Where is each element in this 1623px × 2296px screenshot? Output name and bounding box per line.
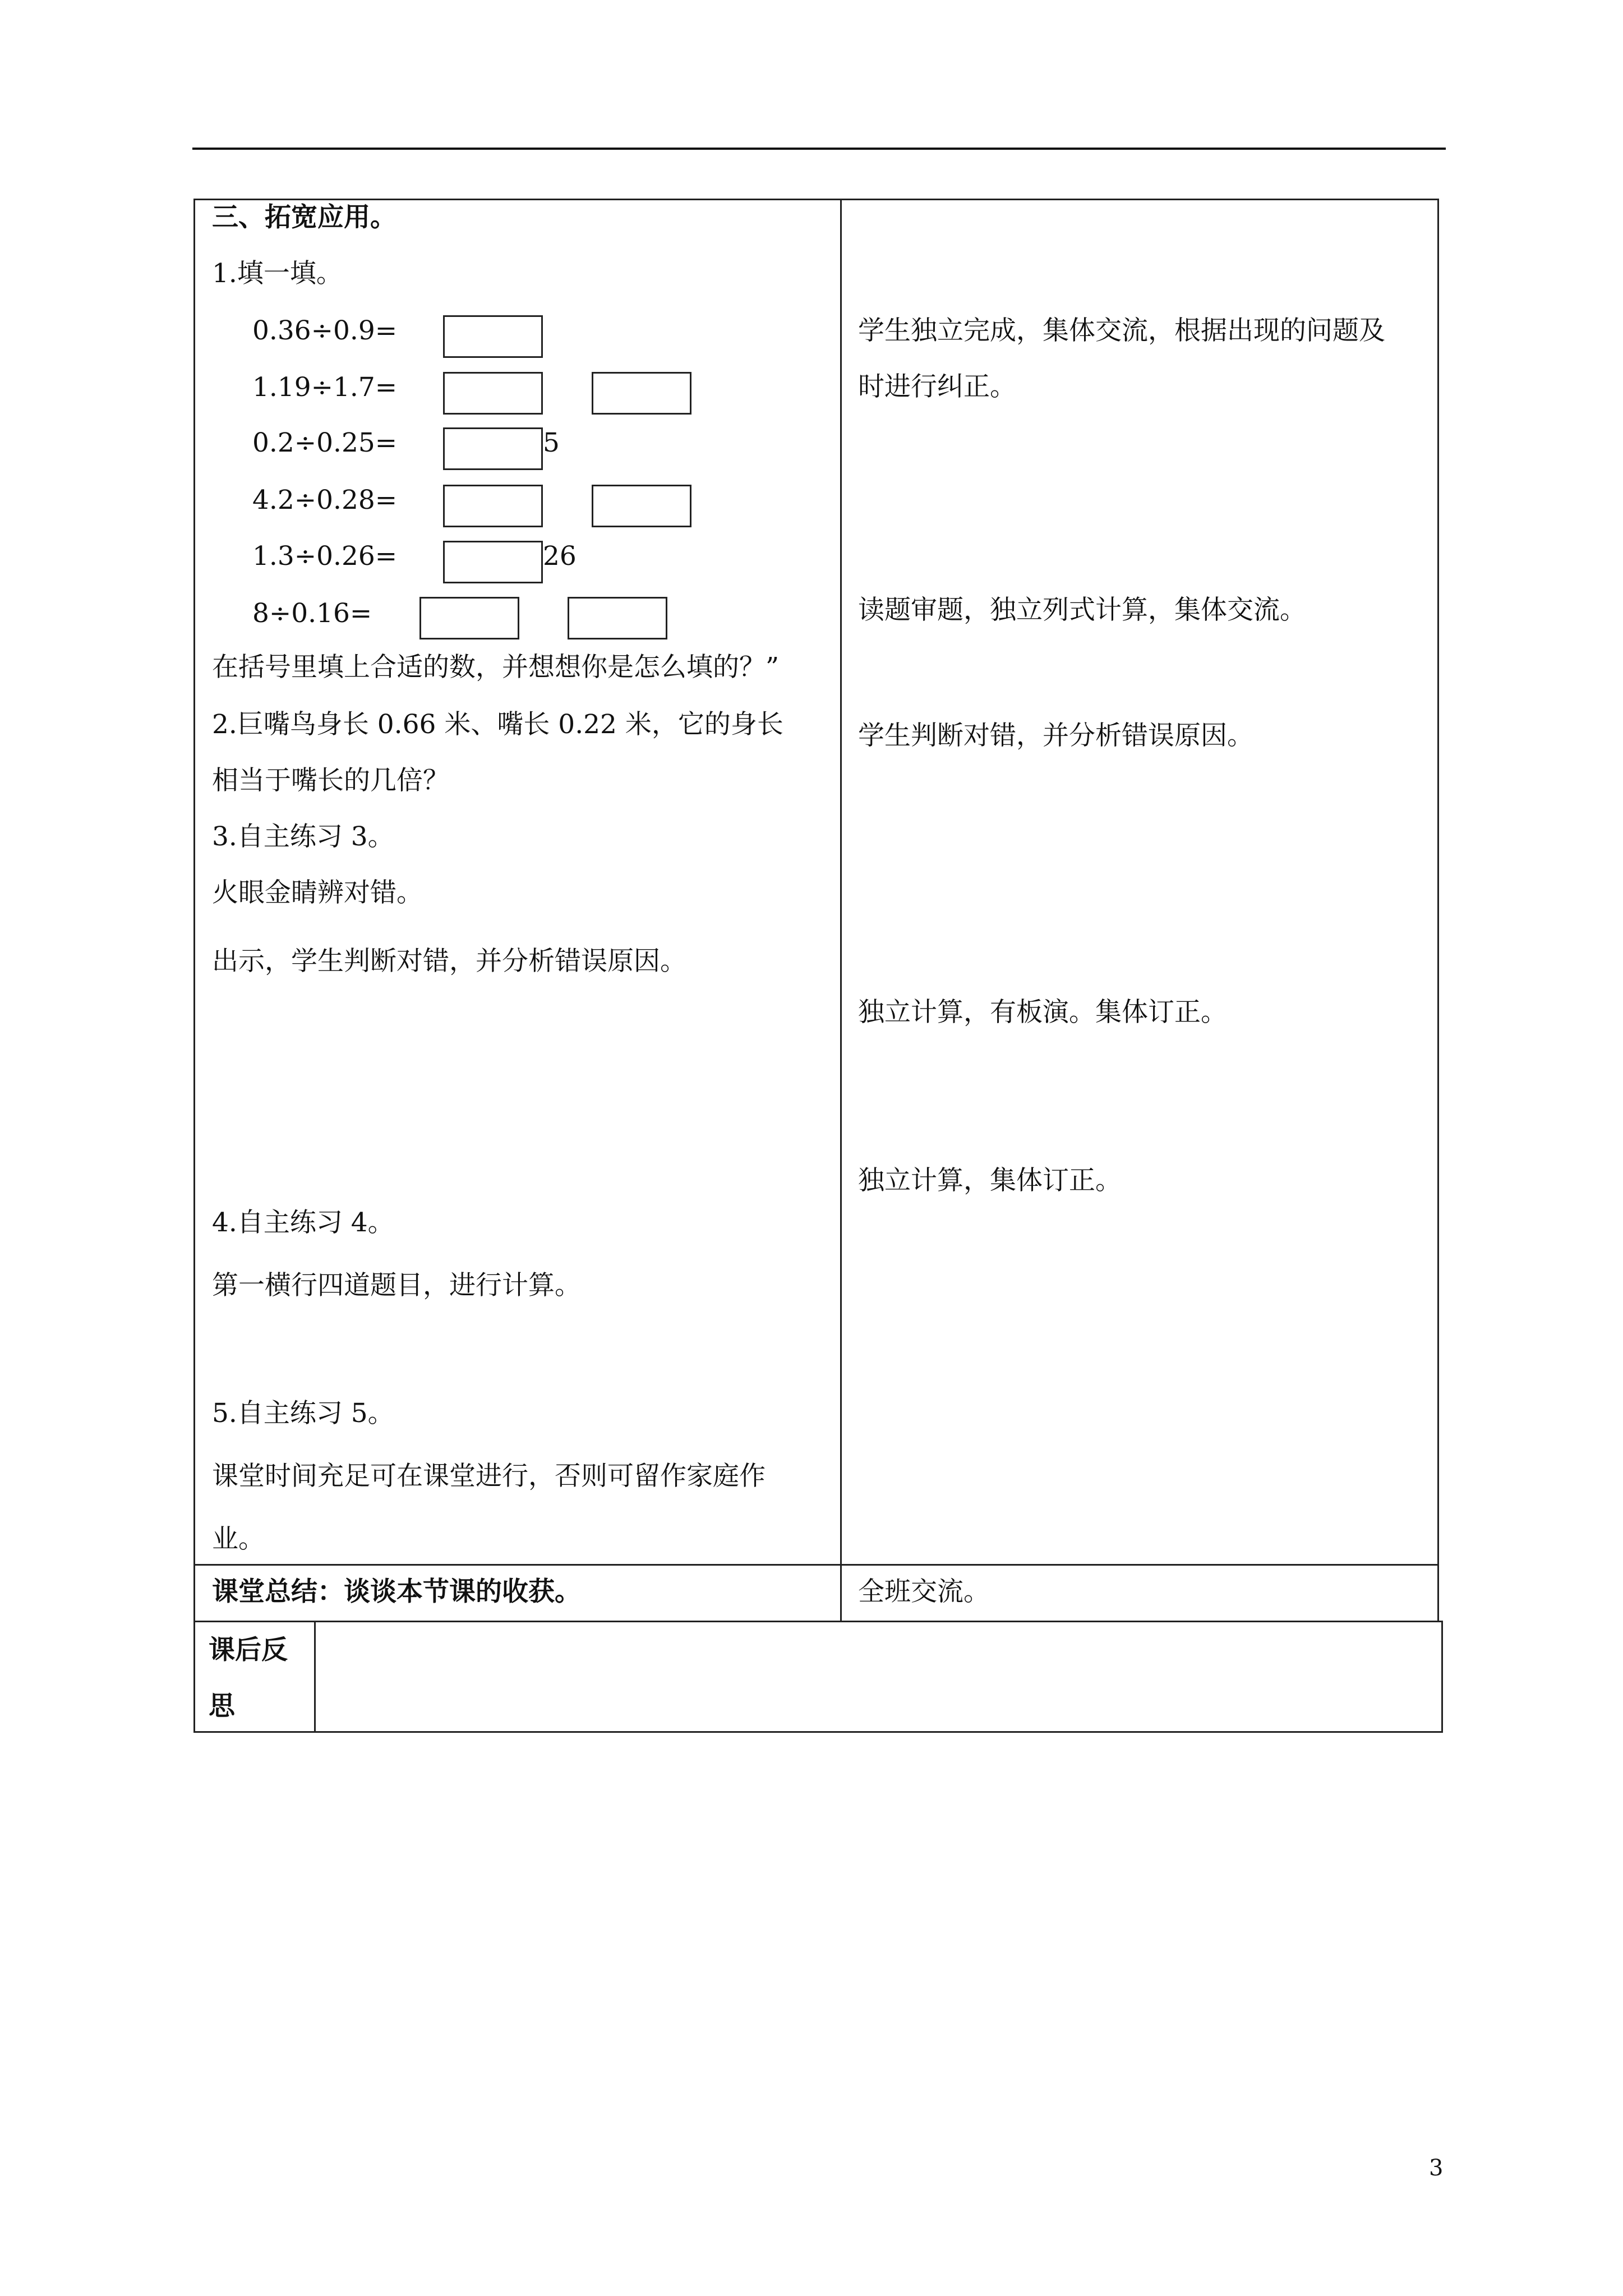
item3-instruction: 出示，学生判断对错，并分析错误原因。 (212, 946, 686, 977)
item4-title: 4.自主练习 4。 (212, 1207, 394, 1238)
answer-box[interactable] (443, 541, 543, 583)
expr-row-1: 0.36÷0.9= (252, 315, 398, 346)
student-note-1-line1: 学生独立完成，集体交流，根据出现的问题及 (858, 315, 1385, 346)
item5-title: 5.自主练习 5。 (212, 1398, 394, 1429)
expr-row-2: 1.19÷1.7= (252, 372, 398, 403)
student-note-2: 读题审题，独立列式计算，集体交流。 (858, 595, 1306, 625)
item5-line1: 课堂时间充足可在课堂进行，否则可留作家庭作 (212, 1461, 766, 1492)
answer-box[interactable] (443, 427, 543, 470)
reflection-label-line1: 课后反 (209, 1635, 288, 1665)
header-rule (192, 148, 1446, 150)
summary-label: 课堂总结：谈谈本节课的收获。 (212, 1576, 581, 1607)
expr-row-5-suffix: 26 (543, 541, 577, 572)
answer-box[interactable] (592, 372, 691, 415)
answer-box[interactable] (443, 315, 543, 358)
item1-title: 1.填一填。 (212, 258, 343, 289)
item5-line2: 业。 (212, 1524, 265, 1554)
item1-prompt: 在括号里填上合适的数，并想想你是怎么填的？” (212, 652, 780, 683)
reflection-content-cell (314, 1621, 1443, 1733)
section-heading: 三、拓宽应用。 (212, 202, 396, 233)
reflection-label-line2: 思 (209, 1691, 235, 1722)
student-note-3: 学生判断对错，并分析错误原因。 (858, 720, 1253, 751)
expr-row-6: 8÷0.16= (252, 598, 372, 629)
item3-title: 3.自主练习 3。 (212, 821, 394, 852)
expr-row-4: 4.2÷0.28= (252, 485, 398, 516)
item2-line1: 2.巨嘴鸟身长 0.66 米、嘴长 0.22 米，它的身长 (212, 709, 783, 740)
answer-box[interactable] (419, 597, 519, 639)
answer-box[interactable] (443, 372, 543, 415)
expr-row-5: 1.3÷0.26= (252, 541, 398, 572)
student-note-5: 独立计算，集体订正。 (858, 1165, 1122, 1196)
expr-row-3-suffix: 5 (543, 427, 560, 458)
page-number: 3 (1429, 2155, 1444, 2181)
item4-instruction: 第一横行四道题目，进行计算。 (212, 1270, 581, 1301)
student-note-4: 独立计算，有板演。集体订正。 (858, 997, 1227, 1028)
student-note-1-line2: 时进行纠正。 (858, 371, 1016, 402)
item2-line2: 相当于嘴长的几倍？ (212, 765, 449, 796)
summary-student: 全班交流。 (858, 1576, 990, 1607)
answer-box[interactable] (592, 485, 691, 527)
expr-row-3: 0.2÷0.25= (252, 427, 398, 458)
answer-box[interactable] (443, 485, 543, 527)
item3-subtitle: 火眼金睛辨对错。 (212, 877, 423, 908)
answer-box[interactable] (568, 597, 667, 639)
